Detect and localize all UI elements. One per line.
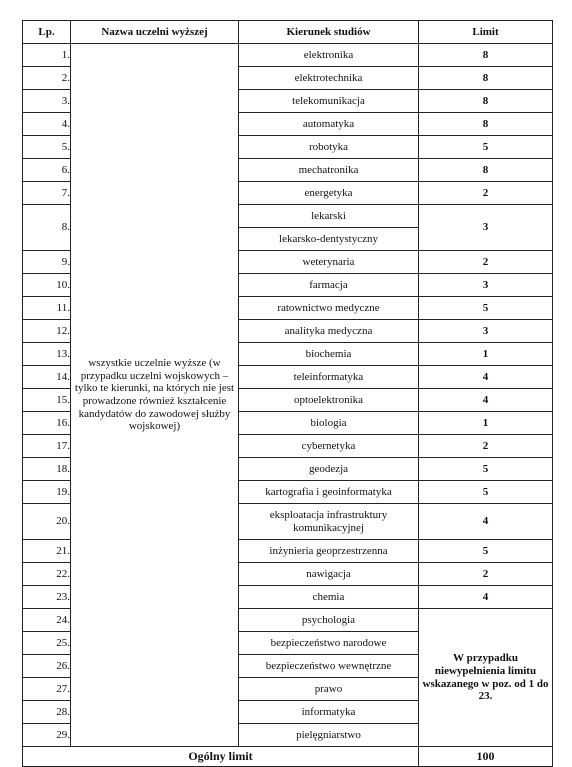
row-number: 10. bbox=[23, 274, 71, 297]
limit-cell: 5 bbox=[419, 481, 553, 504]
header-row bbox=[23, 21, 553, 44]
row-number: 6. bbox=[23, 159, 71, 182]
kierunek-cell: teleinformatyka bbox=[239, 366, 419, 389]
header-limit: Limit bbox=[419, 21, 553, 44]
total-row bbox=[23, 747, 553, 767]
kierunek-cell: bezpieczeństwo narodowe bbox=[239, 632, 419, 655]
limit-cell: 5 bbox=[419, 136, 553, 159]
limit-cell: 4 bbox=[419, 586, 553, 609]
limit-cell: 2 bbox=[419, 251, 553, 274]
row-number: 13. bbox=[23, 343, 71, 366]
limit-cell: 8 bbox=[419, 90, 553, 113]
row-number: 7. bbox=[23, 182, 71, 205]
row-number: 22. bbox=[23, 563, 71, 586]
kierunek-cell: telekomunikacja bbox=[239, 90, 419, 113]
limit-cell: 2 bbox=[419, 435, 553, 458]
row-number: 3. bbox=[23, 90, 71, 113]
total-value: 100 bbox=[419, 747, 553, 767]
limit-cell: 3 bbox=[419, 274, 553, 297]
row-number: 5. bbox=[23, 136, 71, 159]
limit-cell: 4 bbox=[419, 389, 553, 412]
row-number: 29. bbox=[23, 724, 71, 747]
kierunek-cell: automatyka bbox=[239, 113, 419, 136]
kierunek-cell: bezpieczeństwo wewnętrzne bbox=[239, 655, 419, 678]
kierunek-cell: kartografia i geoinformatyka bbox=[239, 481, 419, 504]
limit-cell: 2 bbox=[419, 182, 553, 205]
kierunek-cell: biologia bbox=[239, 412, 419, 435]
row-number: 18. bbox=[23, 458, 71, 481]
limit-cell: 4 bbox=[419, 504, 553, 540]
row-number: 8. bbox=[23, 205, 71, 251]
kierunek-cell: pielęgniarstwo bbox=[239, 724, 419, 747]
limit-cell: 1 bbox=[419, 343, 553, 366]
kierunek-cell: ratownictwo medyczne bbox=[239, 297, 419, 320]
kierunek-cell: lekarski bbox=[239, 205, 419, 228]
kierunek-cell: cybernetyka bbox=[239, 435, 419, 458]
limit-cell: 5 bbox=[419, 458, 553, 481]
uczelnia-cell: wszystkie uczelnie wyższe (w przypadku uczelni wojskowych – tylko te kierunki, na których nie jest prowadzone również kształcenie kandydatów do zawodowej służby wojskowej) bbox=[71, 44, 239, 747]
row-number: 26. bbox=[23, 655, 71, 678]
limit-cell: 8 bbox=[419, 44, 553, 67]
row-number: 1. bbox=[23, 44, 71, 67]
limit-cell: 1 bbox=[419, 412, 553, 435]
row-number: 4. bbox=[23, 113, 71, 136]
kierunek-cell: inżynieria geoprzestrzenna bbox=[239, 540, 419, 563]
kierunek-cell: energetyka bbox=[239, 182, 419, 205]
limit-cell: 5 bbox=[419, 297, 553, 320]
row-number: 12. bbox=[23, 320, 71, 343]
kierunek-cell: informatyka bbox=[239, 701, 419, 724]
limit-cell: 2 bbox=[419, 563, 553, 586]
kierunek-cell: elektronika bbox=[239, 44, 419, 67]
row-number: 14. bbox=[23, 366, 71, 389]
kierunek-cell: farmacja bbox=[239, 274, 419, 297]
document-page bbox=[22, 20, 553, 767]
row-number: 25. bbox=[23, 632, 71, 655]
kierunek-cell: analityka medyczna bbox=[239, 320, 419, 343]
row-number: 20. bbox=[23, 504, 71, 540]
table-row bbox=[23, 44, 553, 67]
row-number: 21. bbox=[23, 540, 71, 563]
kierunek-cell: nawigacja bbox=[239, 563, 419, 586]
kierunek-cell: mechatronika bbox=[239, 159, 419, 182]
header-kierunek: Kierunek studiów bbox=[239, 21, 419, 44]
row-number: 17. bbox=[23, 435, 71, 458]
limit-cell: 8 bbox=[419, 159, 553, 182]
kierunek-cell: biochemia bbox=[239, 343, 419, 366]
limit-cell: 5 bbox=[419, 540, 553, 563]
kierunek-cell: chemia bbox=[239, 586, 419, 609]
limit-cell: 8 bbox=[419, 113, 553, 136]
kierunek-cell: elektrotechnika bbox=[239, 67, 419, 90]
header-lp: Lp. bbox=[23, 21, 71, 44]
limit-cell: 3 bbox=[419, 205, 553, 251]
row-number: 24. bbox=[23, 609, 71, 632]
kierunek-cell: lekarsko-dentystyczny bbox=[239, 228, 419, 251]
row-number: 15. bbox=[23, 389, 71, 412]
row-number: 2. bbox=[23, 67, 71, 90]
row-number: 23. bbox=[23, 586, 71, 609]
header-uczelnia: Nazwa uczelni wyższej bbox=[71, 21, 239, 44]
row-number: 19. bbox=[23, 481, 71, 504]
kierunek-cell: robotyka bbox=[239, 136, 419, 159]
kierunek-cell: prawo bbox=[239, 678, 419, 701]
kierunek-cell: weterynaria bbox=[239, 251, 419, 274]
total-label: Ogólny limit bbox=[23, 747, 419, 767]
kierunek-cell: geodezja bbox=[239, 458, 419, 481]
row-number: 27. bbox=[23, 678, 71, 701]
limit-cell: 8 bbox=[419, 67, 553, 90]
kierunek-cell: eksploatacja infrastruktury komunikacyjnej bbox=[239, 504, 419, 540]
kierunek-cell: optoelektronika bbox=[239, 389, 419, 412]
kierunek-cell: psychologia bbox=[239, 609, 419, 632]
note-cell: W przypadku niewypełnienia limitu wskazanego w poz. od 1 do 23. bbox=[419, 609, 553, 747]
row-number: 28. bbox=[23, 701, 71, 724]
limits-table bbox=[22, 20, 553, 767]
limit-cell: 3 bbox=[419, 320, 553, 343]
limit-cell: 4 bbox=[419, 366, 553, 389]
row-number: 9. bbox=[23, 251, 71, 274]
row-number: 11. bbox=[23, 297, 71, 320]
row-number: 16. bbox=[23, 412, 71, 435]
